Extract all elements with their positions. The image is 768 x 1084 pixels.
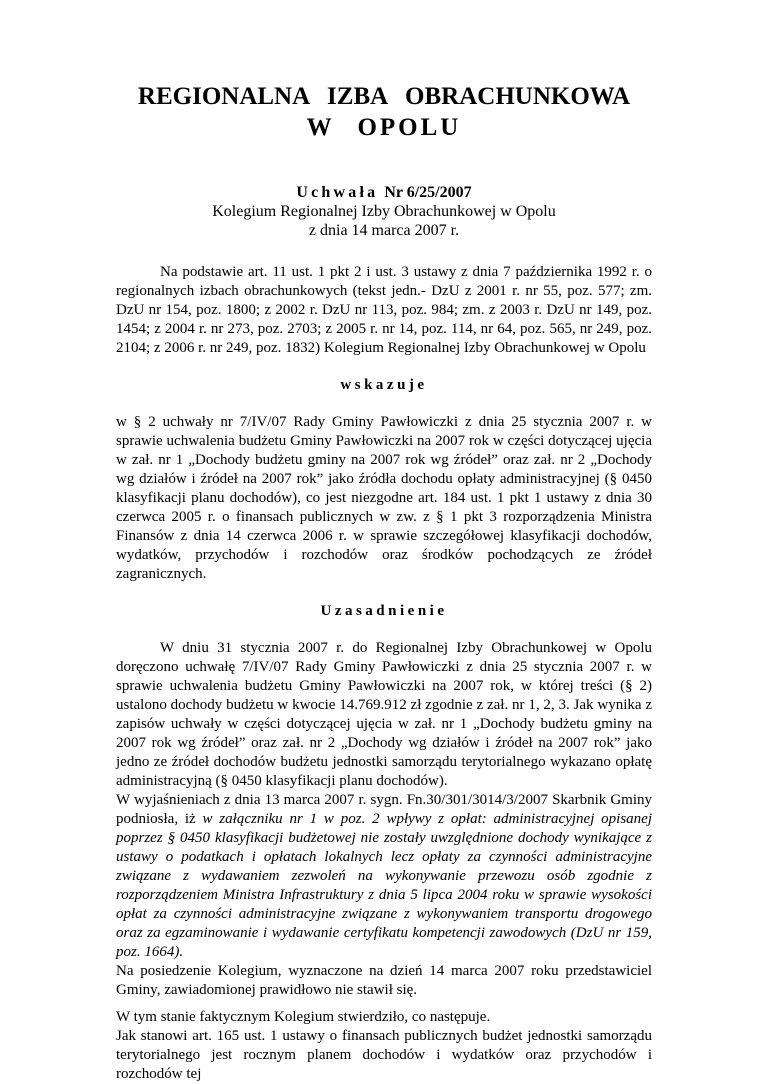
explanation-quote: w załączniku nr 1 w poz. 2 wpływy z opłat: administracyjnej opisanej poprzez § 0450 klasyfikacji budżetowej nie zostały uwzględnione dochody wynikające z ustawy o podatkach i opłatach lokalnych lecz opłaty za czynności administracyjne związane z wydawaniem zezwoleń na wykonywanie przewozu osób zgodnie z rozporządzeniem Ministra Infrastruktury z dnia 5 lipca 2004 roku w sprawie wysokości opłat za czynności administracyjne związane z wykonywaniem transportu drogowego oraz za egzaminowanie i wydawanie certyfikatu kompetencji zawodowych (DzU nr 159, poz. 1664). <box>116 811 652 960</box>
indicates-heading: wskazuje <box>340 377 428 393</box>
legal-basis-paragraph: Na podstawie art. 11 ust. 1 pkt 2 i ust. 3 ustawy z dnia 7 października 1992 r. o regionalnych izbach obrachunkowych (tekst jedn.- DzU z 2001 r. nr 55, poz. 577; zm. DzU nr 154, poz. 1800; z 2002 r. DzU nr 113, poz. 984; zm. z 2003 r. DzU nr 149, poz. 1454; z 2004 r. nr 273, poz. 2703; z 2005 r. nr 14, poz. 114, nr 64, poz. 565, nr 249, poz. 2104; z 2006 r. nr 249, poz. 1832) Kolegium Regionalnej Izby Obrachunkowej w Opolu <box>116 264 652 356</box>
indicates-paragraph: w § 2 uchwały nr 7/IV/07 Rady Gminy Pawłowiczki z dnia 25 stycznia 2007 r. w sprawie uchwalenia budżetu Gminy Pawłowiczki na 2007 rok w części dotyczącej ujęcia w zał. nr 1 „Dochody budżetu gminy na 2007 rok wg źródeł” oraz zał. nr 2 „Dochody wg działów i źródeł na 2007 rok” jako źródła dochodu opłaty administracyjnej (§ 0450 klasyfikacji planu dochodów), co jest niezgodne art. 184 ust. 1 pkt 1 ustawy z dnia 30 czerwca 2005 r. o finansach publicznych w zw. z § 1 pkt 3 rozporządzenia Ministra Finansów z dnia 14 czerwca 2006 r. w sprawie szczegółowej klasyfikacji dochodów, wydatków, przychodów i rozchodów oraz środków pochodzących ze źródeł zagranicznych. <box>116 414 652 582</box>
resolution-number: Nr 6/25/2007 <box>384 184 472 201</box>
justification-paragraph-3: Na posiedzenie Kolegium, wyznaczone na dzień 14 marca 2007 roku przedstawiciel Gminy, zawiadomionej prawidłowo nie stawił się. <box>116 963 652 998</box>
justification-paragraph-4: W tym stanie faktycznym Kolegium stwierdziło, co następuje. <box>116 1009 491 1025</box>
explanation-text: W wyjaśnieniach z dnia 13 marca 2007 r. sygn. Fn.30/301/3014/3/2007 Skarbnik Gminy podniosła, iż <box>116 792 652 827</box>
justification-paragraph-2 <box>116 791 652 962</box>
resolution-label: Uchwała <box>296 184 379 201</box>
document-page <box>116 0 652 1084</box>
resolution-title <box>116 183 652 202</box>
justification-heading: Uzasadnienie <box>320 603 448 619</box>
justification-paragraph-1: W dniu 31 stycznia 2007 r. do Regionalnej Izby Obrachunkowej w Opolu doręczono uchwałę 7/IV/07 Rady Gminy Pawłowiczki z dnia 25 stycznia 2007 r. w sprawie uchwalenia budżetu Gminy Pawłowiczki na 2007 rok, w której treści (§ 2) ustalono dochody budżetu w kwocie 14.769.912 zł zgodnie z zał. nr 1, 2, 3. Jak wynika z zapisów uchwały w części dotyczącej ujęcia w zał. nr 1 „Dochody budżetu gminy na 2007 rok wg źródeł” oraz zał. nr 2 „Dochody wg działów i źródeł na 2007 rok” jako jedno ze źródeł dochodów budżetu jednostki samorządu terytorialnego wykazano opłatę administracyjną (§ 0450 klasyfikacji planu dochodów). <box>116 640 652 789</box>
resolution-date: z dnia 14 marca 2007 r. <box>308 222 460 239</box>
institution-name: REGIONALNA IZBA OBRACHUNKOWA <box>137 83 631 110</box>
resolution-issuer: Kolegium Regionalnej Izby Obrachunkowej w Opolu <box>212 203 556 220</box>
justification-paragraph-5: Jak stanowi art. 165 ust. 1 ustawy o finansach publicznych budżet jednostki samorządu terytorialnego jest rocznym planem dochodów i wydatków oraz przychodów i rozchodów tej <box>116 1028 652 1082</box>
institution-city: W OPOLU <box>306 114 462 141</box>
